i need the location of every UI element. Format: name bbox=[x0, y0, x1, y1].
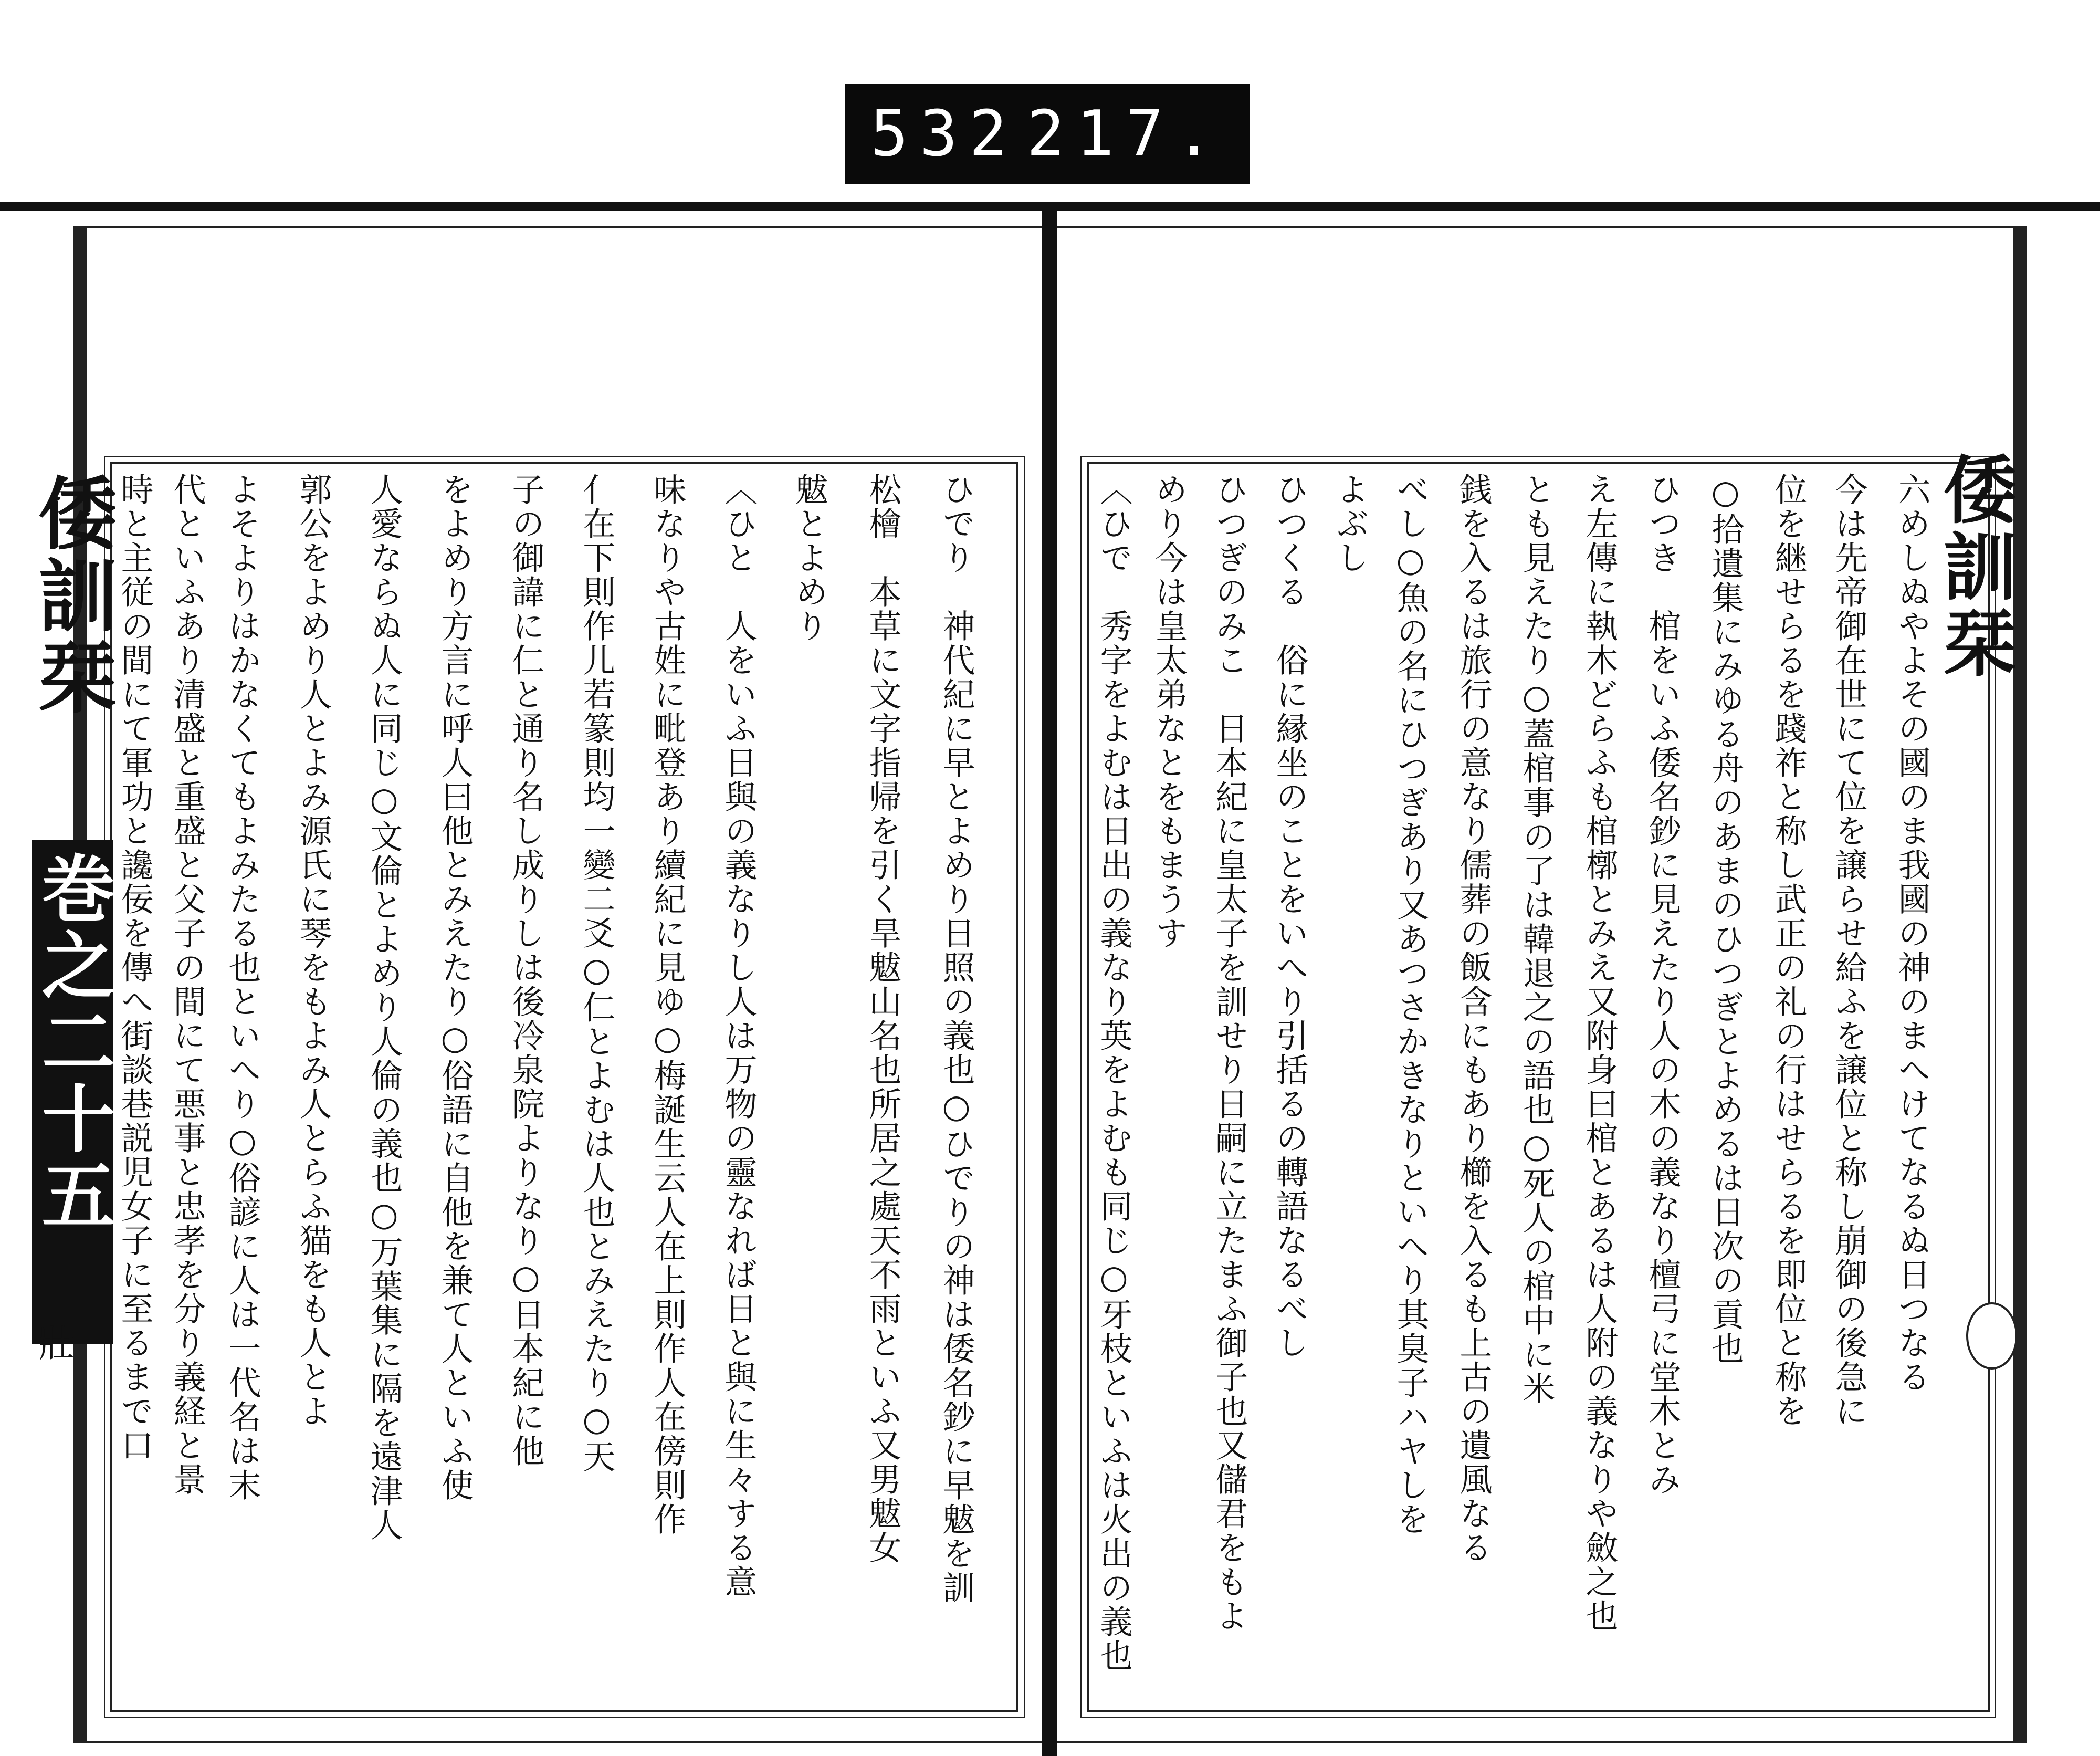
right-column: ひつぎのみこ 日本紀に皇太子を訓せり日嗣に立たまふ御子也又儲君をもよ bbox=[1210, 473, 1248, 1633]
left-column: 時と主従の間にて軍功と讒佞を傳へ街談巷説児女子に至るまで口 bbox=[116, 473, 154, 1462]
right-column: 位を継せらるを踐祚と称し武正の礼の行はせらるを即位と称を bbox=[1769, 473, 1808, 1428]
left-column: 代といふあり清盛と重盛と父子の間にて悪事と忠孝を分り義経と景 bbox=[168, 473, 206, 1497]
left-leaf-number: 壯 bbox=[32, 1323, 76, 1363]
right-column: ひつくる 俗に縁坐のことをいへり引括るの轉語なるべし bbox=[1270, 473, 1309, 1360]
archive-label-right: 217. bbox=[1026, 97, 1225, 171]
right-column: べし○魚の名にひつぎあり又あつさかきなりといへり其臭子ハヤしを bbox=[1391, 473, 1430, 1537]
left-column: 〈ひと 人をいふ日與の義なりし人は万物の靈なれば日と與に生々する意 bbox=[719, 473, 758, 1599]
book-gutter bbox=[1042, 202, 1057, 1756]
right-column: よぶし bbox=[1331, 473, 1369, 575]
right-column: ○拾遺集にみゆる舟のあまのひつぎとよめるは日次の貢也 bbox=[1706, 473, 1745, 1366]
right-column: 銭を入るは旅行の意なり儒葬の飯含にもあり櫛を入るも上古の遺風なる bbox=[1454, 473, 1493, 1565]
left-column: 松檜 本草に文字指帰を引く旱魃山名也所居之處天不雨といふ又男魃女 bbox=[864, 473, 902, 1565]
right-binding-notch bbox=[1966, 1302, 2018, 1370]
left-column: ひでり 神代紀に早とよめり日照の義也○ひでりの神は倭名鈔に早魃を訓 bbox=[937, 473, 975, 1605]
left-column: をよめり方言に呼人曰他とみえたり○俗語に自他を兼て人といふ使 bbox=[436, 473, 474, 1502]
right-column: めり今は皇太弟なとをもまうす bbox=[1150, 473, 1188, 950]
left-column: 子の御諱に仁と通り名し成りしは後冷泉院よりなり○日本紀に他 bbox=[507, 473, 545, 1468]
right-column: 〈ひで 秀字をよむは日出の義なり英をよむも同じ○牙枝といふは火出の義也 bbox=[1095, 473, 1133, 1673]
right-banner-title: 倭訓栞 bbox=[1931, 452, 2017, 682]
left-column: よそよりはかなくてもよみたる也といへり○俗諺に人は一代名は末 bbox=[223, 473, 261, 1502]
right-column: 今は先帝御在世にて位を譲らせ給ふを譲位と称し崩御の後急に bbox=[1830, 473, 1868, 1428]
archive-label bbox=[845, 84, 1250, 184]
left-banner-title: 倭訓栞 bbox=[25, 473, 117, 718]
right-column: え左傳に執木どらふも棺槨とみえ又附身曰棺とあるは人附の義なりや斂之也 bbox=[1580, 473, 1619, 1633]
left-column: 魃とよめり bbox=[790, 473, 828, 643]
archive-label-left: 532 bbox=[870, 97, 1019, 171]
left-column: 味なりや古姓に毗登あり續紀に見ゆ○梅誕生云人在上則作人在傍則作 bbox=[648, 473, 687, 1537]
right-column: とも見えたり○蓋棺事の了は韓退之の語也○死人の棺中に米 bbox=[1517, 473, 1556, 1406]
left-column: 郭公をよめり人とよみ源氏に琴をもよみ人とらふ猫をも人とよ bbox=[294, 473, 332, 1428]
right-column: ひつき 棺をいふ倭名鈔に見えたり人の木の義なり檀弓に堂木とみ bbox=[1643, 473, 1682, 1497]
right-column: 六めしぬやよその國のま我國の神のまへけてなるぬ日つなる bbox=[1893, 473, 1931, 1394]
left-banner-volume: 巻之二十五 bbox=[32, 840, 113, 1344]
left-column: 人愛ならぬ人に同じ○文倫とよめり人倫の義也○万葉集に隔を遠津人 bbox=[365, 473, 403, 1542]
left-column: 亻在下則作儿若篆則均一變二爻○仁とよむは人也とみえたり○天 bbox=[578, 473, 616, 1474]
